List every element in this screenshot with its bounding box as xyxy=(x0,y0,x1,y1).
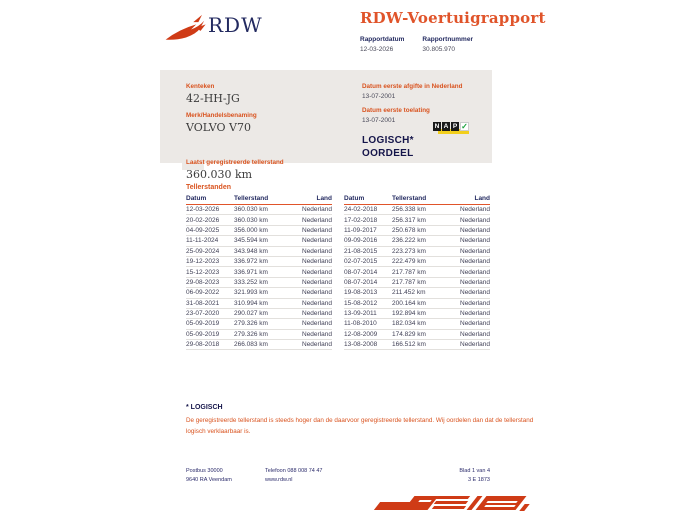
table-row xyxy=(186,319,332,329)
footer-address-line1: Postbus 30000 xyxy=(186,468,223,474)
table-row xyxy=(186,236,332,246)
row-km: 360.030 km xyxy=(234,206,268,214)
header-land: Land xyxy=(316,195,332,202)
footer-contact xyxy=(265,467,430,485)
vehicle-summary-box xyxy=(160,70,492,181)
row-km: 343.948 km xyxy=(234,247,268,255)
row-land: Nederland xyxy=(302,330,332,338)
row-land: Nederland xyxy=(460,206,490,214)
rdw-flag-icon xyxy=(164,12,208,44)
nap-letter-n: N xyxy=(434,123,440,130)
row-km: 236.222 km xyxy=(392,237,426,245)
footer-paging xyxy=(430,467,490,485)
footer-website: www.rdw.nl xyxy=(265,477,293,483)
row-land: Nederland xyxy=(460,341,490,349)
nap-check-icon: ✓ xyxy=(461,122,468,131)
row-date: 02-07-2015 xyxy=(344,258,378,266)
header-land: Land xyxy=(474,195,490,202)
row-date: 20-02-2026 xyxy=(186,216,220,224)
row-km: 192.894 km xyxy=(392,310,426,318)
row-km: 256.338 km xyxy=(392,206,426,214)
table-row xyxy=(344,340,490,350)
table-row xyxy=(344,226,490,236)
merk-label: Merk/Handelsbenaming xyxy=(186,112,257,119)
row-date: 17-02-2018 xyxy=(344,216,378,224)
row-land: Nederland xyxy=(302,310,332,318)
vehicle-summary-right-column xyxy=(362,76,487,160)
row-date: 25-09-2024 xyxy=(186,247,220,255)
row-land: Nederland xyxy=(460,330,490,338)
row-date: 12-08-2009 xyxy=(344,330,378,338)
row-land: Nederland xyxy=(460,247,490,255)
row-km: 279.326 km xyxy=(234,330,268,338)
row-km: 200.164 km xyxy=(392,299,426,307)
row-km: 174.829 km xyxy=(392,330,426,338)
row-date: 11-11-2024 xyxy=(186,237,219,245)
table-row xyxy=(344,309,490,319)
row-date: 08-07-2014 xyxy=(344,268,378,276)
table-row xyxy=(186,330,332,340)
tellerstanden-section xyxy=(186,184,490,350)
table-row xyxy=(186,299,332,309)
row-km: 166.512 km xyxy=(392,341,426,349)
row-date: 21-08-2015 xyxy=(344,247,378,255)
footer-phone: Telefoon 088 008 74 47 xyxy=(265,468,323,474)
header-datum: Datum xyxy=(344,195,365,202)
row-land: Nederland xyxy=(302,278,332,286)
row-land: Nederland xyxy=(460,299,490,307)
table-row xyxy=(186,267,332,277)
toelating-label: Datum eerste toelating xyxy=(362,107,430,114)
row-date: 13-09-2011 xyxy=(344,310,377,318)
footer-address-line2: 9640 RA Veendam xyxy=(186,477,232,483)
row-km: 279.326 km xyxy=(234,320,268,328)
row-km: 223.273 km xyxy=(392,247,426,255)
row-date: 08-07-2014 xyxy=(344,278,378,286)
table-row xyxy=(344,288,490,298)
nap-letter-p: P xyxy=(452,123,458,130)
row-land: Nederland xyxy=(460,310,490,318)
table-row xyxy=(186,205,332,215)
row-date: 04-09-2025 xyxy=(186,226,220,234)
kenteken-value: 42-HH-JG xyxy=(186,92,240,105)
report-number-value: 30.805.970 xyxy=(422,46,455,53)
table-row xyxy=(344,267,490,277)
tellerstand-value: 360.030 km xyxy=(186,168,253,181)
table-row xyxy=(186,309,332,319)
page-footer xyxy=(186,467,490,485)
row-land: Nederland xyxy=(460,258,490,266)
report-number-label: Rapportnummer xyxy=(422,36,473,43)
toelating-value: 13-07-2001 xyxy=(362,117,396,124)
row-date: 24-02-2018 xyxy=(344,206,378,214)
header-datum: Datum xyxy=(186,195,207,202)
row-date: 11-09-2017 xyxy=(344,226,377,234)
row-land: Nederland xyxy=(302,299,332,307)
row-km: 356.000 km xyxy=(234,226,268,234)
row-km: 336.972 km xyxy=(234,258,268,266)
vehicle-summary-left-column xyxy=(186,76,351,181)
row-land: Nederland xyxy=(302,206,332,214)
afgifte-label: Datum eerste afgifte in Nederland xyxy=(362,83,463,90)
report-date-block xyxy=(360,36,404,53)
table-header-row xyxy=(344,195,490,205)
row-date: 31-08-2021 xyxy=(186,299,220,307)
row-land: Nederland xyxy=(302,226,332,234)
logisch-note-title: * LOGISCH xyxy=(186,404,223,411)
report-meta xyxy=(360,36,473,53)
report-date-label: Rapportdatum xyxy=(360,36,405,43)
row-km: 345.594 km xyxy=(234,237,268,245)
row-land: Nederland xyxy=(302,247,332,255)
footer-doc-code: 3 E 1873 xyxy=(467,477,490,483)
oordeel-line2: OORDEEL xyxy=(362,148,414,159)
nap-letter-a: A xyxy=(443,123,449,130)
oordeel-line1: LOGISCH* xyxy=(362,135,414,146)
row-km: 310.994 km xyxy=(234,299,268,307)
row-km: 256.317 km xyxy=(392,216,426,224)
table-row xyxy=(344,205,490,215)
nap-logo xyxy=(433,122,473,138)
row-km: 266.083 km xyxy=(234,341,268,349)
row-date: 15-08-2012 xyxy=(344,299,378,307)
table-row xyxy=(344,278,490,288)
report-title: RDW-Voertuigrapport xyxy=(360,9,546,27)
row-date: 12-03-2026 xyxy=(186,206,220,214)
row-date: 05-09-2019 xyxy=(186,330,220,338)
table-row xyxy=(186,257,332,267)
row-km: 217.787 km xyxy=(392,268,426,276)
logisch-note xyxy=(186,404,538,438)
header-tellerstand: Tellerstand xyxy=(234,195,269,202)
row-land: Nederland xyxy=(302,268,332,276)
tellerstand-label: Laatst geregistreerde tellerstand xyxy=(186,159,284,166)
table-row xyxy=(344,257,490,267)
row-land: Nederland xyxy=(460,289,490,297)
row-km: 211.452 km xyxy=(392,289,426,297)
table-header-row xyxy=(186,195,332,205)
table-row xyxy=(186,247,332,257)
table-row xyxy=(186,278,332,288)
header-tellerstand: Tellerstand xyxy=(392,195,427,202)
row-date: 19-12-2023 xyxy=(186,258,220,266)
row-km: 321.993 km xyxy=(234,289,268,297)
tellerstanden-table-left xyxy=(186,195,332,350)
logisch-note-body: De geregistreerde tellerstand is steeds hoger dan de daarvoor geregistreerde tellerstand. Wij oordelen dan dat de tellerstand logisch verklaarbaar is. xyxy=(186,417,534,436)
row-land: Nederland xyxy=(460,237,490,245)
row-km: 290.027 km xyxy=(234,310,268,318)
row-land: Nederland xyxy=(460,278,490,286)
kenteken-label: Kenteken xyxy=(186,83,215,90)
row-land: Nederland xyxy=(302,216,332,224)
row-km: 336.971 km xyxy=(234,268,268,276)
row-km: 360.030 km xyxy=(234,216,268,224)
row-km: 333.252 km xyxy=(234,278,268,286)
merk-value: VOLVO V70 xyxy=(186,121,251,134)
table-row xyxy=(186,215,332,225)
rdw-logo-wordmark: RDW xyxy=(208,13,263,37)
table-row xyxy=(344,247,490,257)
row-km: 182.034 km xyxy=(392,320,426,328)
table-row xyxy=(344,215,490,225)
table-row xyxy=(344,330,490,340)
row-km: 222.479 km xyxy=(392,258,426,266)
report-date-value: 12-03-2026 xyxy=(360,46,394,53)
tellerstanden-table-right xyxy=(344,195,490,350)
table-row xyxy=(186,340,332,350)
footer-page-number: Blad 1 van 4 xyxy=(459,468,490,474)
row-date: 23-07-2020 xyxy=(186,310,220,318)
row-land: Nederland xyxy=(302,289,332,297)
tellerstanden-title: Tellerstanden xyxy=(186,184,231,191)
footer-address xyxy=(186,467,265,485)
row-land: Nederland xyxy=(460,216,490,224)
afgifte-value: 13-07-2001 xyxy=(362,93,396,100)
row-date: 19-08-2013 xyxy=(344,289,378,297)
row-date: 11-08-2010 xyxy=(344,320,377,328)
row-date: 13-08-2008 xyxy=(344,341,378,349)
table-row xyxy=(344,299,490,309)
row-date: 15-12-2023 xyxy=(186,268,220,276)
row-date: 09-09-2016 xyxy=(344,237,378,245)
report-number-block xyxy=(422,36,473,53)
row-land: Nederland xyxy=(460,268,490,276)
row-date: 05-09-2019 xyxy=(186,320,220,328)
table-row xyxy=(344,319,490,329)
row-land: Nederland xyxy=(302,320,332,328)
row-date: 06-09-2022 xyxy=(186,289,220,297)
row-km: 250.678 km xyxy=(392,226,426,234)
row-km: 217.787 km xyxy=(392,278,426,286)
row-land: Nederland xyxy=(302,258,332,266)
row-land: Nederland xyxy=(460,226,490,234)
row-date: 29-08-2023 xyxy=(186,278,220,286)
speed-lines-graphic xyxy=(375,493,527,513)
table-row xyxy=(186,288,332,298)
row-date: 29-08-2018 xyxy=(186,341,220,349)
row-land: Nederland xyxy=(460,320,490,328)
row-land: Nederland xyxy=(302,341,332,349)
table-row xyxy=(186,226,332,236)
table-row xyxy=(344,236,490,246)
row-land: Nederland xyxy=(302,237,332,245)
